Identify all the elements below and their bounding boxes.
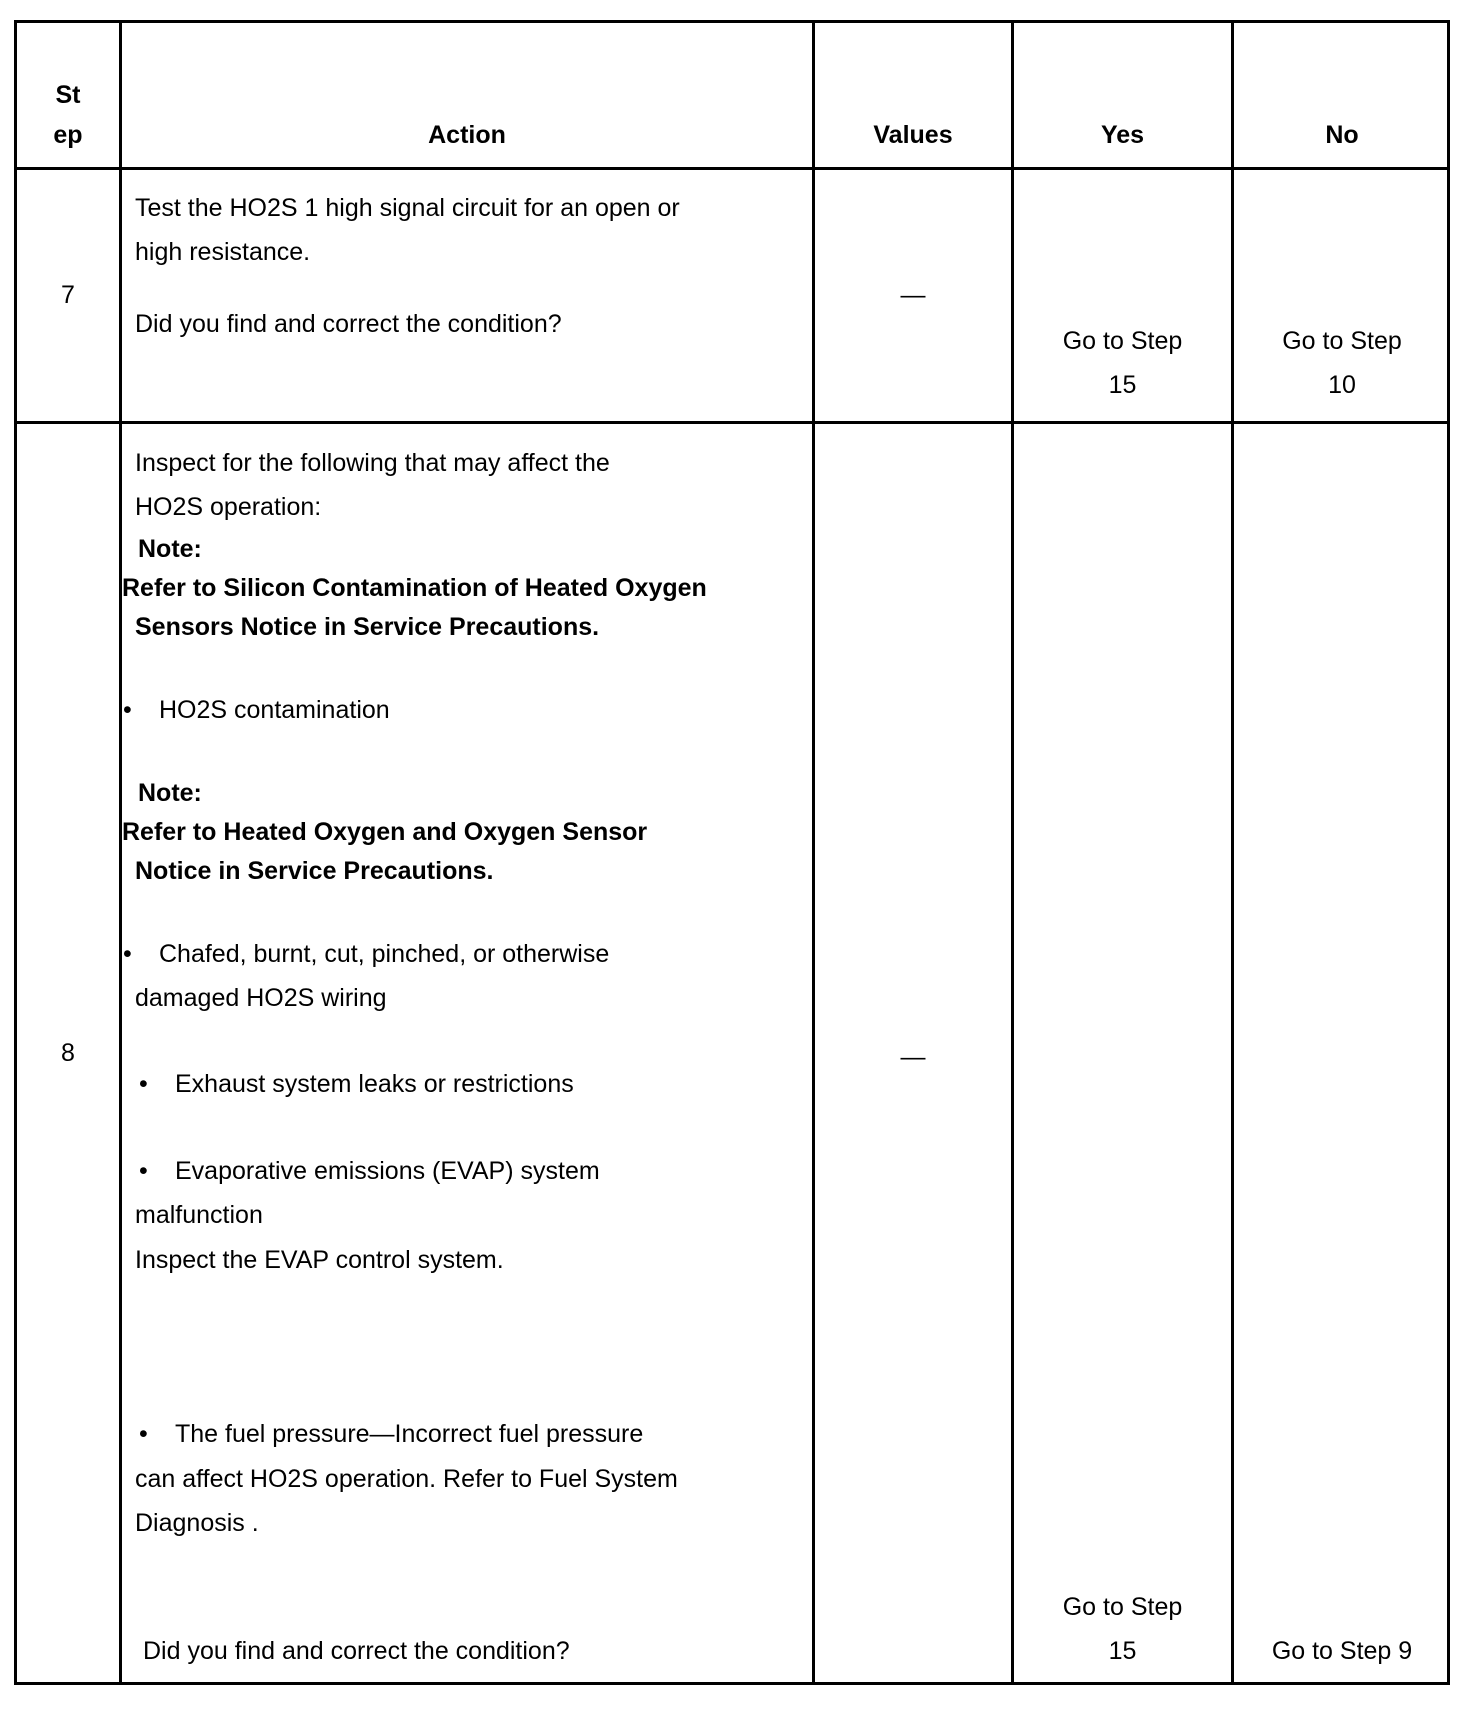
row-divider [17,167,1447,170]
step-number: 7 [61,281,75,309]
bullet-item: Diagnosis . [135,1509,259,1537]
note-label: Note: [138,779,202,807]
yes-go-to-step: Go to Step [1062,1593,1183,1621]
action-text: Inspect for the following that may affect the [135,449,610,477]
bullet-icon: • [123,696,132,724]
note-text: Refer to Silicon Contamination of Heated Oxygen [122,574,707,602]
no-go-to-step: Go to Step 9 [1271,1637,1413,1665]
values-cell: — [900,281,926,309]
yes-go-to-step: Go to Step [1062,327,1183,355]
bullet-icon: • [139,1157,148,1185]
bullet-icon: • [139,1070,148,1098]
bullet-item: The fuel pressure—Incorrect fuel pressure [175,1420,644,1448]
action-question: Did you find and correct the condition? [143,1637,570,1665]
note-text: Refer to Heated Oxygen and Oxygen Sensor [122,818,648,846]
header-step-line2: ep [53,121,83,149]
bullet-item: Exhaust system leaks or restrictions [175,1070,574,1098]
bullet-item: damaged HO2S wiring [135,984,387,1012]
action-text: high resistance. [135,238,311,266]
bullet-icon: • [123,940,132,968]
column-divider [812,23,815,1682]
action-text: Inspect the EVAP control system. [135,1246,504,1274]
diagnostic-table [14,20,1450,1685]
bullet-item: malfunction [135,1201,263,1229]
note-text: Sensors Notice in Service Precautions. [135,613,600,641]
no-step-number: 10 [1328,371,1356,399]
bullet-item: HO2S contamination [159,696,390,724]
header-yes: Yes [1100,121,1145,149]
column-divider [1011,23,1014,1682]
yes-step-number: 15 [1108,371,1137,399]
header-step-line1: St [55,81,81,109]
bullet-item: can affect HO2S operation. Refer to Fuel System [135,1465,678,1493]
yes-step-number: 15 [1108,1637,1137,1665]
header-action: Action [428,121,506,149]
header-step [17,75,119,155]
action-text: HO2S operation: [135,493,322,521]
row-divider [17,421,1447,424]
column-divider [1231,23,1234,1682]
no-go-to-step: Go to Step [1282,327,1402,355]
bullet-item: Evaporative emissions (EVAP) system [175,1157,600,1185]
action-question: Did you find and correct the condition? [135,310,562,338]
bullet-icon: • [139,1420,148,1448]
header-values: Values [873,121,953,149]
step-number: 8 [61,1039,75,1067]
bullet-item: Chafed, burnt, cut, pinched, or otherwise [159,940,610,968]
action-text: Test the HO2S 1 high signal circuit for an open or [135,194,680,222]
note-label: Note: [138,535,202,563]
values-cell: — [900,1043,926,1071]
header-no: No [1325,121,1359,149]
note-text: Notice in Service Precautions. [135,857,494,885]
